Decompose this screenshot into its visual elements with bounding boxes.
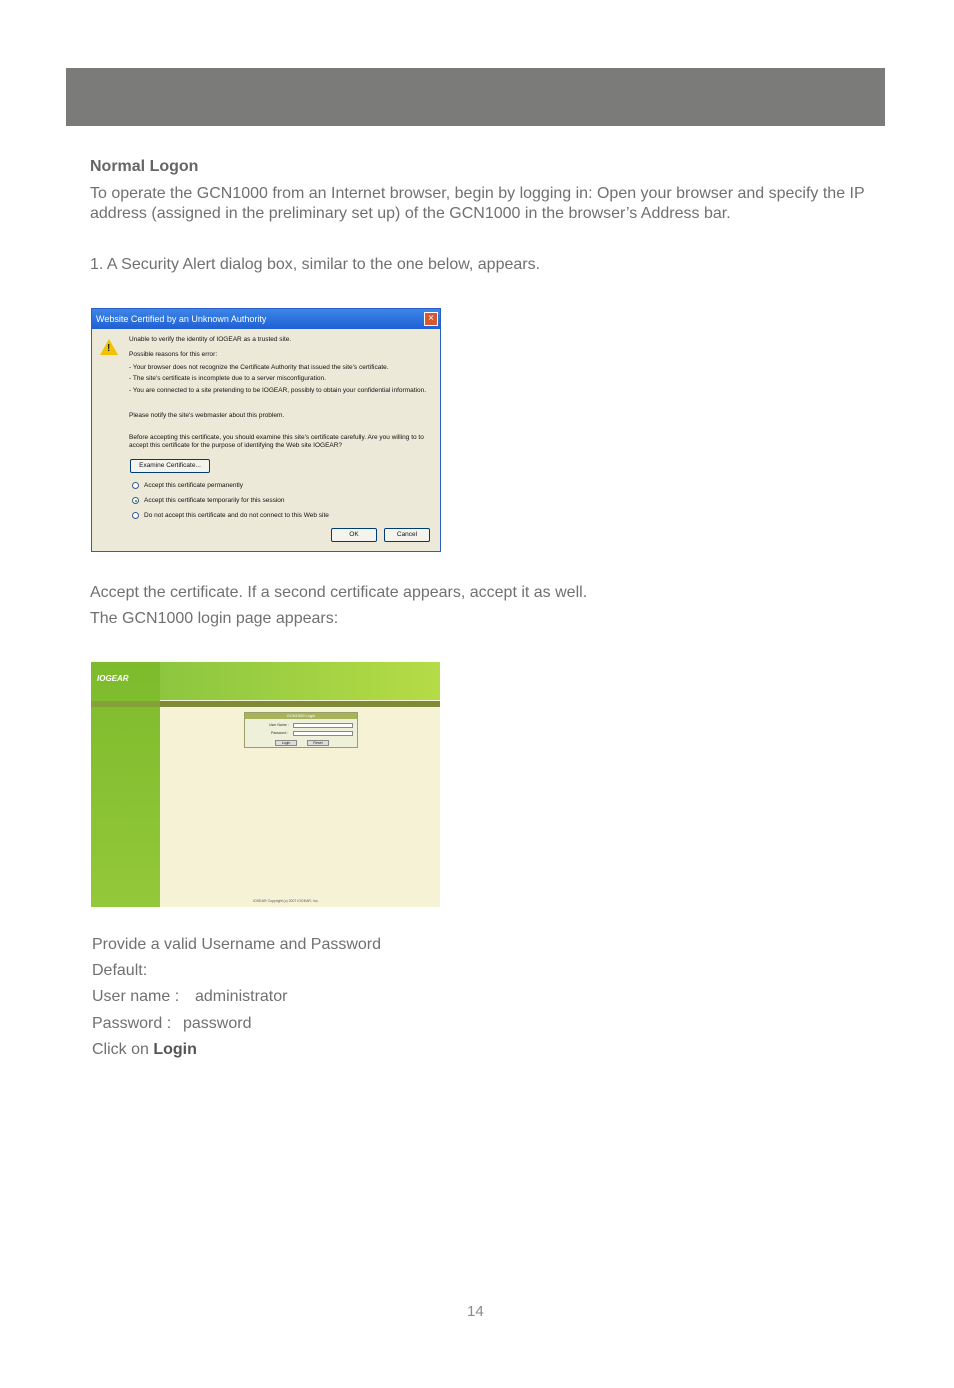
dialog-line-4: - The site's certificate is incomplete due to a server misconfiguration. (129, 375, 326, 382)
radio-accept-session[interactable] (132, 497, 139, 504)
login-form (244, 712, 358, 748)
dialog-title-bar (92, 309, 440, 329)
login-footer: IOGEAR Copyright (c) 2007 IOGEAR, Inc. (253, 899, 319, 903)
radio-label-session: Accept this certificate temporarily for this session (144, 497, 285, 504)
radio-do-not-accept[interactable] (132, 512, 139, 519)
header-bar (66, 68, 885, 126)
accept-instruction: Accept the certificate. If a second certificate appears, accept it as well. (90, 584, 588, 601)
login-form-title: GCN1000 Login (245, 713, 357, 719)
password-default-value: password (183, 1015, 252, 1032)
password-input[interactable] (293, 731, 353, 736)
login-sidebar (91, 662, 160, 907)
click-prefix: Click on (92, 1041, 154, 1058)
provide-credentials: Provide a valid Username and Password (92, 936, 382, 953)
radio-accept-permanently[interactable] (132, 482, 139, 489)
login-header-bar (160, 701, 440, 707)
username-default-label: User name : (92, 988, 180, 1005)
login-page-instruction: The GCN1000 login page appears: (90, 610, 339, 627)
dialog-line-2: Possible reasons for this error: (129, 351, 218, 358)
radio-label-permanently: Accept this certificate permanently (144, 482, 243, 489)
section-title: Normal Logon (90, 158, 199, 175)
cancel-button[interactable]: Cancel (384, 528, 430, 542)
click-target: Login (153, 1041, 197, 1058)
radio-label-do-not-accept: Do not accept this certificate and do not connect to this Web site (144, 512, 329, 519)
page-number: 14 (467, 1303, 484, 1320)
step-1: 1. A Security Alert dialog box, similar to the one below, appears. (90, 256, 541, 273)
intro-paragraph: To operate the GCN1000 from an Internet browser, begin by logging in: Open your browser and specify the IP address (assigned in the preliminary set up) of the GCN1000 in the browser’s Address bar. (90, 185, 865, 222)
click-login-line (92, 1041, 197, 1059)
login-sidebar-bar (91, 701, 160, 707)
warning-icon-mark: ! (107, 343, 111, 354)
username-label: User Name : (269, 723, 289, 727)
dialog-line-7: Before accepting this certificate, you should examine this site's certificate carefully. Are you willing to to accept this certificate for the purpose of identifying the Web site IOGEAR? (129, 434, 424, 449)
close-icon[interactable]: × (424, 312, 438, 326)
login-header (160, 662, 440, 700)
username-input[interactable] (293, 723, 353, 728)
dialog-title: Website Certified by an Unknown Authority (96, 314, 267, 324)
username-default-value: administrator (195, 988, 288, 1005)
login-button[interactable]: Login (275, 740, 297, 746)
dialog-line-1: Unable to verify the identity of IOGEAR as a trusted site. (129, 336, 292, 343)
ok-button[interactable]: OK (331, 528, 377, 542)
password-default-label: Password : (92, 1015, 172, 1032)
dialog-line-3: - Your browser does not recognize the Certificate Authority that issued the site's certificate. (129, 364, 389, 371)
dialog-line-6: Please notify the site's webmaster about this problem. (129, 412, 285, 419)
dialog-line-5: - You are connected to a site pretending to be IOGEAR, possibly to obtain your confidential information. (129, 387, 427, 394)
login-page-screenshot (91, 662, 440, 907)
examine-certificate-button[interactable]: Examine Certificate... (130, 459, 210, 473)
iogear-logo: IOGEAR (97, 674, 129, 683)
security-alert-dialog (91, 308, 441, 552)
password-label: Password : (271, 731, 289, 735)
default-label: Default: (92, 962, 148, 979)
reset-button[interactable]: Reset (307, 740, 329, 746)
